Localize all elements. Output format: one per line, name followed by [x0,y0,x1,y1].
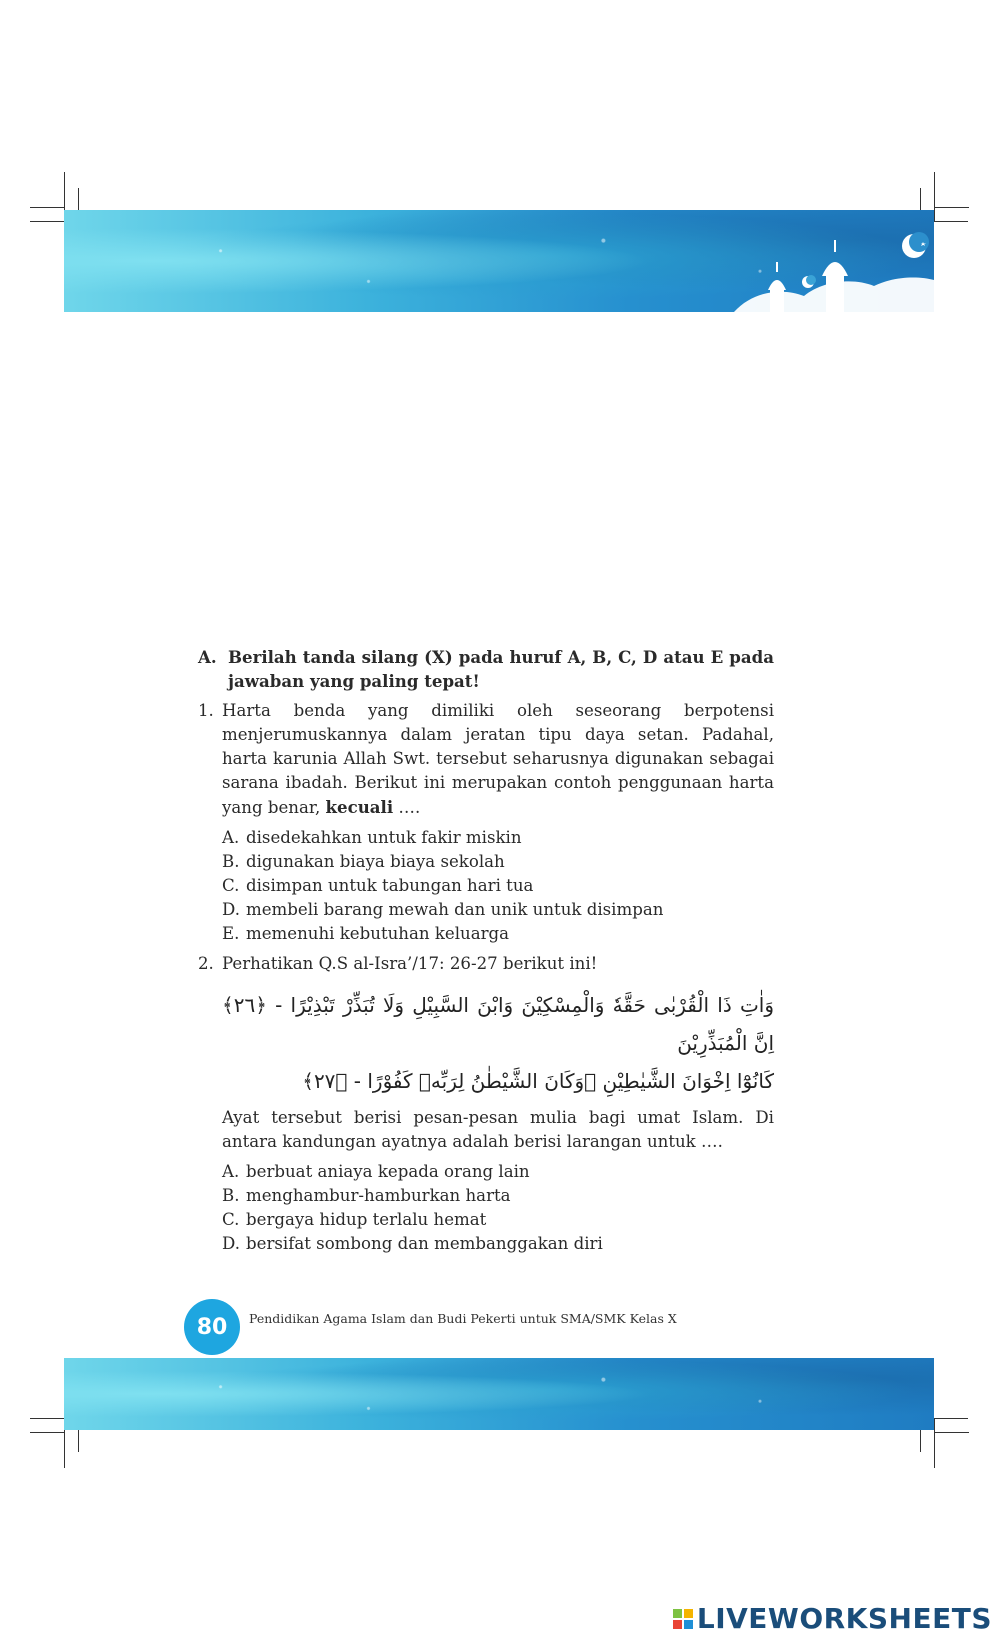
option-letter: E. [222,924,240,943]
crop-mark [934,172,935,222]
option-text: disedekahkan untuk fakir miskin [246,828,522,847]
header-banner [64,210,934,312]
answer-options [222,1160,774,1256]
option-letter: D. [222,1234,240,1253]
worksheet-content [198,645,774,1256]
question-2 [198,952,774,1256]
answer-option[interactable] [222,874,774,898]
option-letter: D. [222,900,240,919]
option-letter: C. [222,876,240,895]
answer-option[interactable] [222,898,774,922]
question-emphasis: kecuali [325,797,394,817]
logo-square [673,1620,682,1629]
crop-mark [934,1418,935,1468]
question-number: 2. [198,954,214,973]
crop-mark [935,1432,969,1433]
option-text: menghambur-hamburkan harta [246,1186,511,1205]
footer-banner [64,1358,934,1430]
option-text: bergaya hidup terlalu hemat [246,1210,487,1229]
answer-option[interactable] [222,1160,774,1184]
option-letter: B. [222,1186,240,1205]
section-header [198,645,774,693]
answer-options [222,826,774,946]
question-text [222,699,774,820]
answer-option[interactable] [222,826,774,850]
answer-option[interactable] [222,1208,774,1232]
option-letter: C. [222,1210,240,1229]
liveworksheets-logo-icon [673,1609,693,1629]
option-text: membeli barang mewah dan unik untuk disimpan [246,900,664,919]
liveworksheets-brand-text: LIVEWORKSHEETS [696,1602,992,1635]
option-text: disimpan untuk tabungan hari tua [246,876,534,895]
question-text-part: Harta benda yang dimiliki oleh seseorang berpotensi menjerumuskannya dalam jeratan tipu daya setan. Padahal, harta karunia Allah Swt. tersebut seharusnya digunakan sebagai sarana ibadah. Berikut ini merupakan contoh penggunaan harta yang benar, [222,701,774,817]
option-letter: A. [222,1162,240,1181]
question-intro: Perhatikan Q.S al-Isra’/17: 26-27 berikut ini! [222,954,598,973]
question-1 [198,699,774,946]
quran-verse-line: كَانُوْٓا اِخْوَانَ الشَّيٰطِيْنِ ۗوَكَانَ الشَّيْطٰنُ لِرَبِّهٖ كَفُوْرًا - ﴿٢٧﴾ [302,1069,774,1093]
page-number: 80 [184,1299,240,1355]
answer-option[interactable] [222,1184,774,1208]
logo-square [684,1609,693,1618]
logo-square [684,1620,693,1629]
logo-square [673,1609,682,1618]
question-text-part: …. [393,798,421,817]
answer-option[interactable] [222,1232,774,1256]
crop-mark [30,1432,64,1433]
running-title: Pendidikan Agama Islam dan Budi Pekerti untuk SMA/SMK Kelas X [249,1311,677,1326]
option-text: memenuhi kebutuhan keluarga [246,924,510,943]
question-text: Ayat tersebut berisi pesan-pesan mulia bagi umat Islam. Di antara kandungan ayatnya adalah berisi larangan untuk …. [222,1108,774,1151]
question-number: 1. [198,701,214,720]
liveworksheets-logo[interactable] [673,1602,992,1635]
quran-verse-line: وَاٰتِ ذَا الْقُرْبٰى حَقَّهٗ وَالْمِسْكِيْنَ وَابْنَ السَّبِيْلِ وَلَا تُبَذِّرْ تَبْذِيْرًا - ﴿٢٦﴾ اِنَّ الْمُبَذِّرِيْنَ [222,993,774,1055]
answer-option[interactable] [222,922,774,946]
option-letter: B. [222,852,240,871]
option-text: digunakan biaya biaya sekolah [246,852,505,871]
crop-mark [935,207,969,208]
section-instruction: Berilah tanda silang (X) pada huruf A, B, C, D atau E pada jawaban yang paling tepat! [228,647,774,691]
option-letter: A. [222,828,240,847]
section-label: A. [198,647,217,667]
crop-mark [30,207,64,208]
quran-verse [222,986,774,1100]
option-text: berbuat aniaya kepada orang lain [246,1162,530,1181]
option-text: bersifat sombong dan membanggakan diri [246,1234,603,1253]
mosque-silhouette-icon [724,210,934,312]
answer-option[interactable] [222,850,774,874]
